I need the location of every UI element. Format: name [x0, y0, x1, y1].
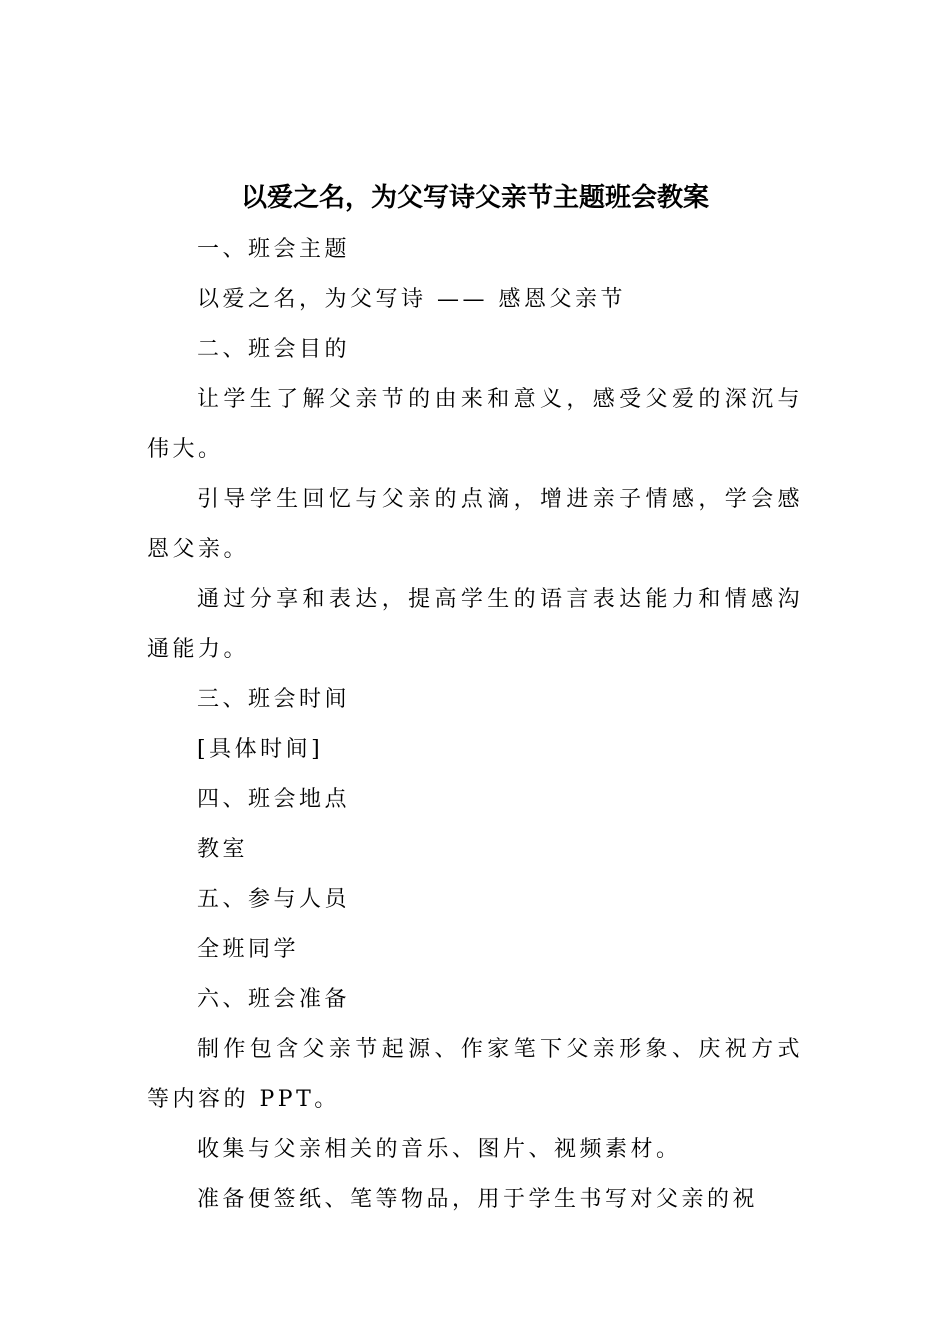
purpose-item-2: 引导学生回忆与父亲的点滴，增进亲子情感，学会感恩父亲。 — [147, 487, 803, 562]
purpose-item-1: 让学生了解父亲节的由来和意义，感受父爱的深沉与伟大。 — [147, 387, 803, 462]
section-heading-preparation: 六、班会准备 — [197, 987, 351, 1012]
location-text: 教室 — [197, 837, 249, 862]
preparation-item-1: 制作包含父亲节起源、作家笔下父亲形象、庆祝方式等内容的 PPT。 — [147, 1037, 803, 1112]
preparation-item-2: 收集与父亲相关的音乐、图片、视频素材。 — [197, 1137, 682, 1162]
section-heading-purpose: 二、班会目的 — [197, 337, 351, 362]
section-heading-theme: 一、班会主题 — [197, 237, 351, 262]
document-title: 以爱之名，为父写诗父亲节主题班会教案 — [240, 183, 709, 213]
section-heading-participants: 五、参与人员 — [197, 887, 351, 912]
participants-text: 全班同学 — [197, 937, 300, 962]
document-body — [147, 225, 803, 1225]
preparation-item-3: 准备便签纸、笔等物品，用于学生书写对父亲的祝 — [197, 1187, 759, 1212]
section-heading-location: 四、班会地点 — [197, 787, 351, 812]
theme-text: 以爱之名，为父写诗 —— 感恩父亲节 — [197, 287, 626, 312]
time-text: [具体时间] — [197, 737, 324, 762]
purpose-item-3: 通过分享和表达，提高学生的语言表达能力和情感沟通能力。 — [147, 587, 803, 662]
section-heading-time: 三、班会时间 — [197, 687, 351, 712]
